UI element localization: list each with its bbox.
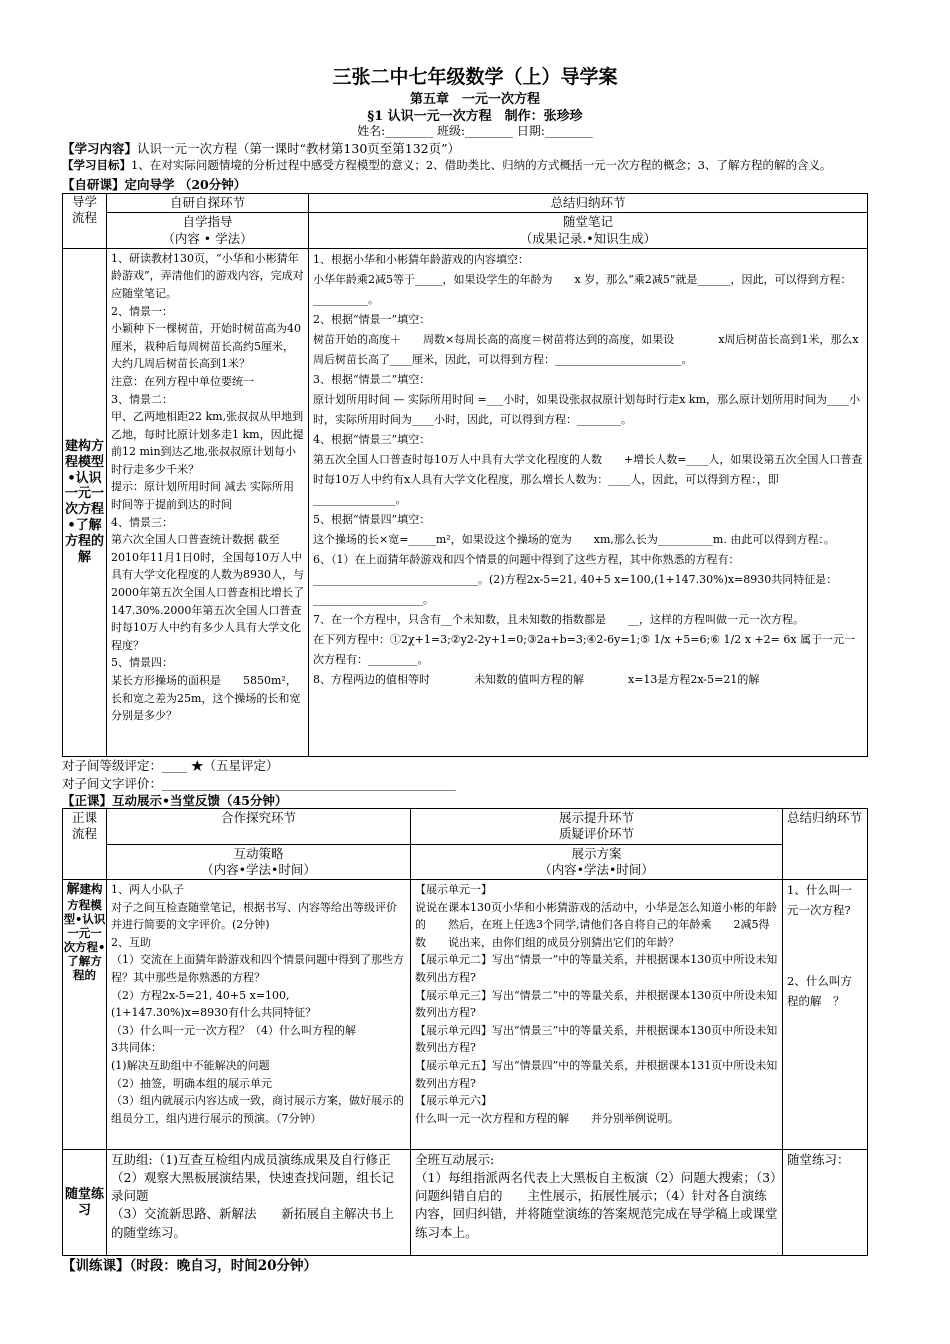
summary-item: 1、什么叫一元一次方程? [787,883,852,917]
class-flow-header: 正课流程 [63,809,107,880]
guide-subheader [107,213,309,249]
note-item: 5、根据“情景四”填空： [313,512,431,526]
self-study-table [62,193,868,757]
plan-subheader [411,844,783,880]
plan-subheader-line2: （内容•学法•时间） [539,861,654,877]
display-plan [411,880,783,1150]
guide-subheader-line2: （内容 • 学法） [162,230,253,246]
strategy-item: 2、互助 [111,935,151,949]
note-item: 8、方程两边的值相等时 未知数的值叫方程的解 x=13是方程2x-5=21的解 [313,673,760,687]
plan-item: 【展示单元六】 [415,1094,492,1108]
practice-group-item: （2）观察大黑板展演结果，快速查找问题，组长记录问题 [111,1170,394,1204]
chapter-line: 第五章 一元一次方程 [409,92,540,107]
note-item: 原计划所用时间 — 实际所用时间 =___小时，如果设张叔叔原计划每时行走x km，那么原计划所用时间为____小时，实际所用时间为____小时，因此，可以得到方程：________。 [313,392,860,426]
guide-item: 小颖种下一棵树苗，开始时树苗高为40厘米，栽种后每周树苗长高约5厘米，大约几周后树苗长高到1米？ [111,322,301,371]
plan-item: 说说在课本130页小华和小彬猜游戏的活动中，小华是怎么知道小彬的年龄的 然后，在班上任选3个同学,请他们各自将自己的年龄乘 2减5得数 说出来，由你们组的成员分别猜出它们的年龄？ [415,900,777,949]
practice-class-item: 全班互动展示: [415,1152,495,1167]
section-line: §1 认识一元一次方程 制作：张珍珍 [367,109,583,124]
training-section-label: 【训练课】（时段：晚自习，时间20分钟） [62,1258,318,1274]
note-item: 6、（1）在上面猜年龄游戏和四个情景的问题中得到了这些方程，其中你熟悉的方程有： ______________________________。(2)方程2x-5=21, 40+5 x=100,(1+147.30%)x=8930共同特征是：____________________。 [313,552,838,607]
practice-group [107,1150,411,1256]
strategy-item: （1）交流在上面猜年龄游戏和四个情景问题中得到了那些方程？其中那些是你熟悉的方程？ [111,953,404,984]
guide-item: 2、情景一： [111,304,173,318]
guide-item: 1、研读教材130页，“小华和小彬猜年龄游戏”，弄清他们的游戏内容，完成对应随堂笔记。 [111,251,304,300]
learning-content-label: 【学习内容】 [62,141,138,156]
strategy-item: 对子之间互检查随堂笔记，根据书写、内容等给出等级评价并进行简要的文字评价。(2分钟) [111,900,397,932]
class-summary [783,880,868,1150]
learning-goal-label: 【学习目标】 [62,158,131,172]
guide-item: 提示：原计划所用时间 减去 实际所用时间等于提前到达的时间 [111,480,294,512]
class-col3-header-line1: 展示提升环节 [558,810,634,825]
strategy-item: (1)解决互助组中不能解决的问题 [111,1058,270,1072]
note-item: 3、根据“情景二”填空： [313,372,431,386]
notes-subheader-line2: （成果记录.•知识生成） [519,230,657,246]
self-study-notes [309,248,868,756]
student-info-line: 姓名:________ 班级:________ 日期:________ [357,124,593,138]
strategy-item: 1、两人小队子 [111,883,184,896]
practice-group-item: （3）交流新思路、新解法 新拓展自主解决书上的随堂练习。 [111,1206,394,1240]
guide-item: 注意：在列方程中单位要统一 [111,374,254,388]
guide-item: 3、情景二： [111,392,173,406]
note-item: 1、根据小华和小彬猜年龄游戏的内容填空： [313,252,529,266]
class-col2-header: 合作探究环节 [107,809,411,845]
strategy-item: （2）方程2x-5=21, 40+5 x=100,(1+147.30%)x=8930有什么共同特征？ [111,988,317,1020]
guide-item: 4、情景三： [111,515,173,529]
practice-summary: 随堂练习： [783,1150,868,1256]
strategy-item: 3共同体： [111,1041,162,1055]
doc-title: 三张二中七年级数学（上）导学案 [332,66,618,88]
learning-content-text: 认识一元一次方程（第一课时“教材第130页至第132页”） [137,141,461,156]
plan-item: 什么叫一元一次方程和方程的解 并分别举例说明。 [415,1111,679,1125]
plan-item: 【展示单元四】写出“情景三”中的等量关系，并根据课本130页中所设未知数列出方程? [415,1023,778,1055]
interaction-strategy [107,880,411,1150]
plan-item: 【展示单元三】写出“情景二”中的等量关系，并根据课本130页中所设未知数列出方程? [415,988,778,1020]
summary-item: 2、什么叫方程的解 ？ [787,974,852,1008]
self-study-section-label: 【自研课】定向导学 （20分钟） [62,177,247,192]
notes-subheader-line1: 随堂笔记 [562,214,613,230]
pair-text-evaluation: 对子间文字评价：_______________________________________________ [62,776,456,791]
note-item: 7、在一个方程中，只含有__个未知数，且未知数的指数都是 __，这样的方程叫做一元一次方程。 [313,613,804,627]
guide-item: 某长方形操场的面积是 5850m²，长和宽之差为25m，这个操场的长和宽分别是多少？ [111,674,301,723]
class-flow-label-big: 解 [66,882,80,897]
class-col3-header [411,809,783,845]
note-item: 第五次全国人口普查时每10万人中具有大学文化程度的人数 +增长人数=____人，如果设第五次全国人口普查时每10万人中约有x人具有大学文化程度，那么增长人数为：____人，因此，可以得到方程：，即_______________。 [313,452,863,506]
strategy-item: （2）抽签，明确本组的展示单元 [111,1076,272,1090]
learning-goal [62,157,831,173]
class-flow-label-rest: 建构方程模型•认识一元一次方程•了解方程的 [63,882,106,982]
self-study-col3-header: 总结归纳环节 [309,194,868,213]
notes-subheader [309,213,868,249]
strategy-item: （3）什么叫一元一次方程？（4）什么叫方程的解 [111,1023,356,1037]
guide-item: 第六次全国人口普查统计数据 截至2010年11月1日0时，全国每10万人中具有大学文化程度的人数为8930人，与2000年第五次全国人口普查相比增长了147.30%.2000年第五次全国人口普查时每10万人中约有多少人具有大学文化程度？ [111,533,304,652]
strategy-subheader-line1: 互动策略 [233,845,284,861]
note-item: 在下列方程中：①2χ+1=3;②y2-2y+1=0;③2a+b=3;④2-6y=1;⑤ 1/x +5=6;⑥ 1/2 x +2= 6x 属于一元一次方程有：_________。 [313,633,856,667]
class-section-label: 【正课】互动展示•当堂反馈（45分钟） [62,793,288,808]
strategy-subheader [107,844,411,880]
class-flow-label [63,880,107,1150]
guide-item: 5、情景四： [111,656,173,670]
class-table [62,808,868,1256]
guide-item: 甲、乙两地相距22 km,张叔叔从甲地到乙地，每时比原计划多走1 km，因此提前12 min到达乙地,张叔叔原计划每小时行走多少千米？ [111,410,304,476]
flow-header: 导学流程 [63,194,107,249]
plan-item: 【展示单元五】写出“情景四”中的等量关系，并根据课本131页中所设未知数列出方程? [415,1058,778,1090]
note-item: 树苗开始的高度＋ 周数×每周长高的高度＝树苗将达到的高度，如果设 x周后树苗长高到1米，那么x周后树苗长高了____厘米，因此，可以得到方程：_______________________。 [313,332,859,366]
note-item: 这个操场的长×宽=_____m²，如果设这个操场的宽为 xm,那么长为__________m. 由此可以得到方程：。 [313,532,835,546]
strategy-subheader-line2: （内容•学法•时间） [201,861,316,877]
learning-goal-text: 1、在对实际问题情境的分析过程中感受方程模型的意义；2、借助类比、归纳的方式概括一元一次方程的概念；3、了解方程的解的含义。 [131,158,832,172]
plan-subheader-line1: 展示方案 [571,845,622,861]
note-item: 2、根据“情景一”填空： [313,312,431,326]
practice-class-item: （1）每组指派两名代表上大黑板自主板演（2）问题大搜索；（3）问题纠错自启的 主性展示，拓展性展示；（4）针对各自演练内容，回归纠错，并将随堂演练的答案规范完成在导学稿上或课堂练习本上。 [415,1170,778,1240]
class-col3-header-line2: 质疑评价环节 [558,826,634,842]
self-study-guide [107,248,309,756]
self-study-col2-header: 自研自探环节 [107,194,309,213]
strategy-item: （3）组内就展示内容达成一致，商讨展示方案，做好展示的组员分工，组内进行展示的预演。（7分钟） [111,1094,404,1125]
guide-subheader-line1: 自学指导 [182,214,233,230]
self-study-flow-label: 建构方程模型•认识一元一次方程•了解方程的解 [63,248,107,756]
plan-item: 【展示单元二】写出“情景一”中的等量关系，并根据课本130页中所设未知数列出方程? [415,953,778,984]
practice-group-item: 互助组:（1)互查互检组内成员演练成果及自行修正 [111,1152,391,1167]
note-item: 4、根据“情景三”填空： [313,432,431,446]
pair-level-evaluation: 对子间等级评定：____ ★（五星评定） [62,758,279,773]
note-item: 小华年龄乘2减5等于_____，如果设学生的年龄为 x 岁，那么“乘2减5”就是______，因此，可以得到方程：__________。 [313,272,852,306]
practice-flow-label: 随堂练习 [63,1150,107,1256]
learning-content [62,139,460,157]
class-col4-header: 总结归纳环节 [783,809,868,880]
practice-class [411,1150,783,1256]
plan-item: 【展示单元一】 [415,883,492,896]
